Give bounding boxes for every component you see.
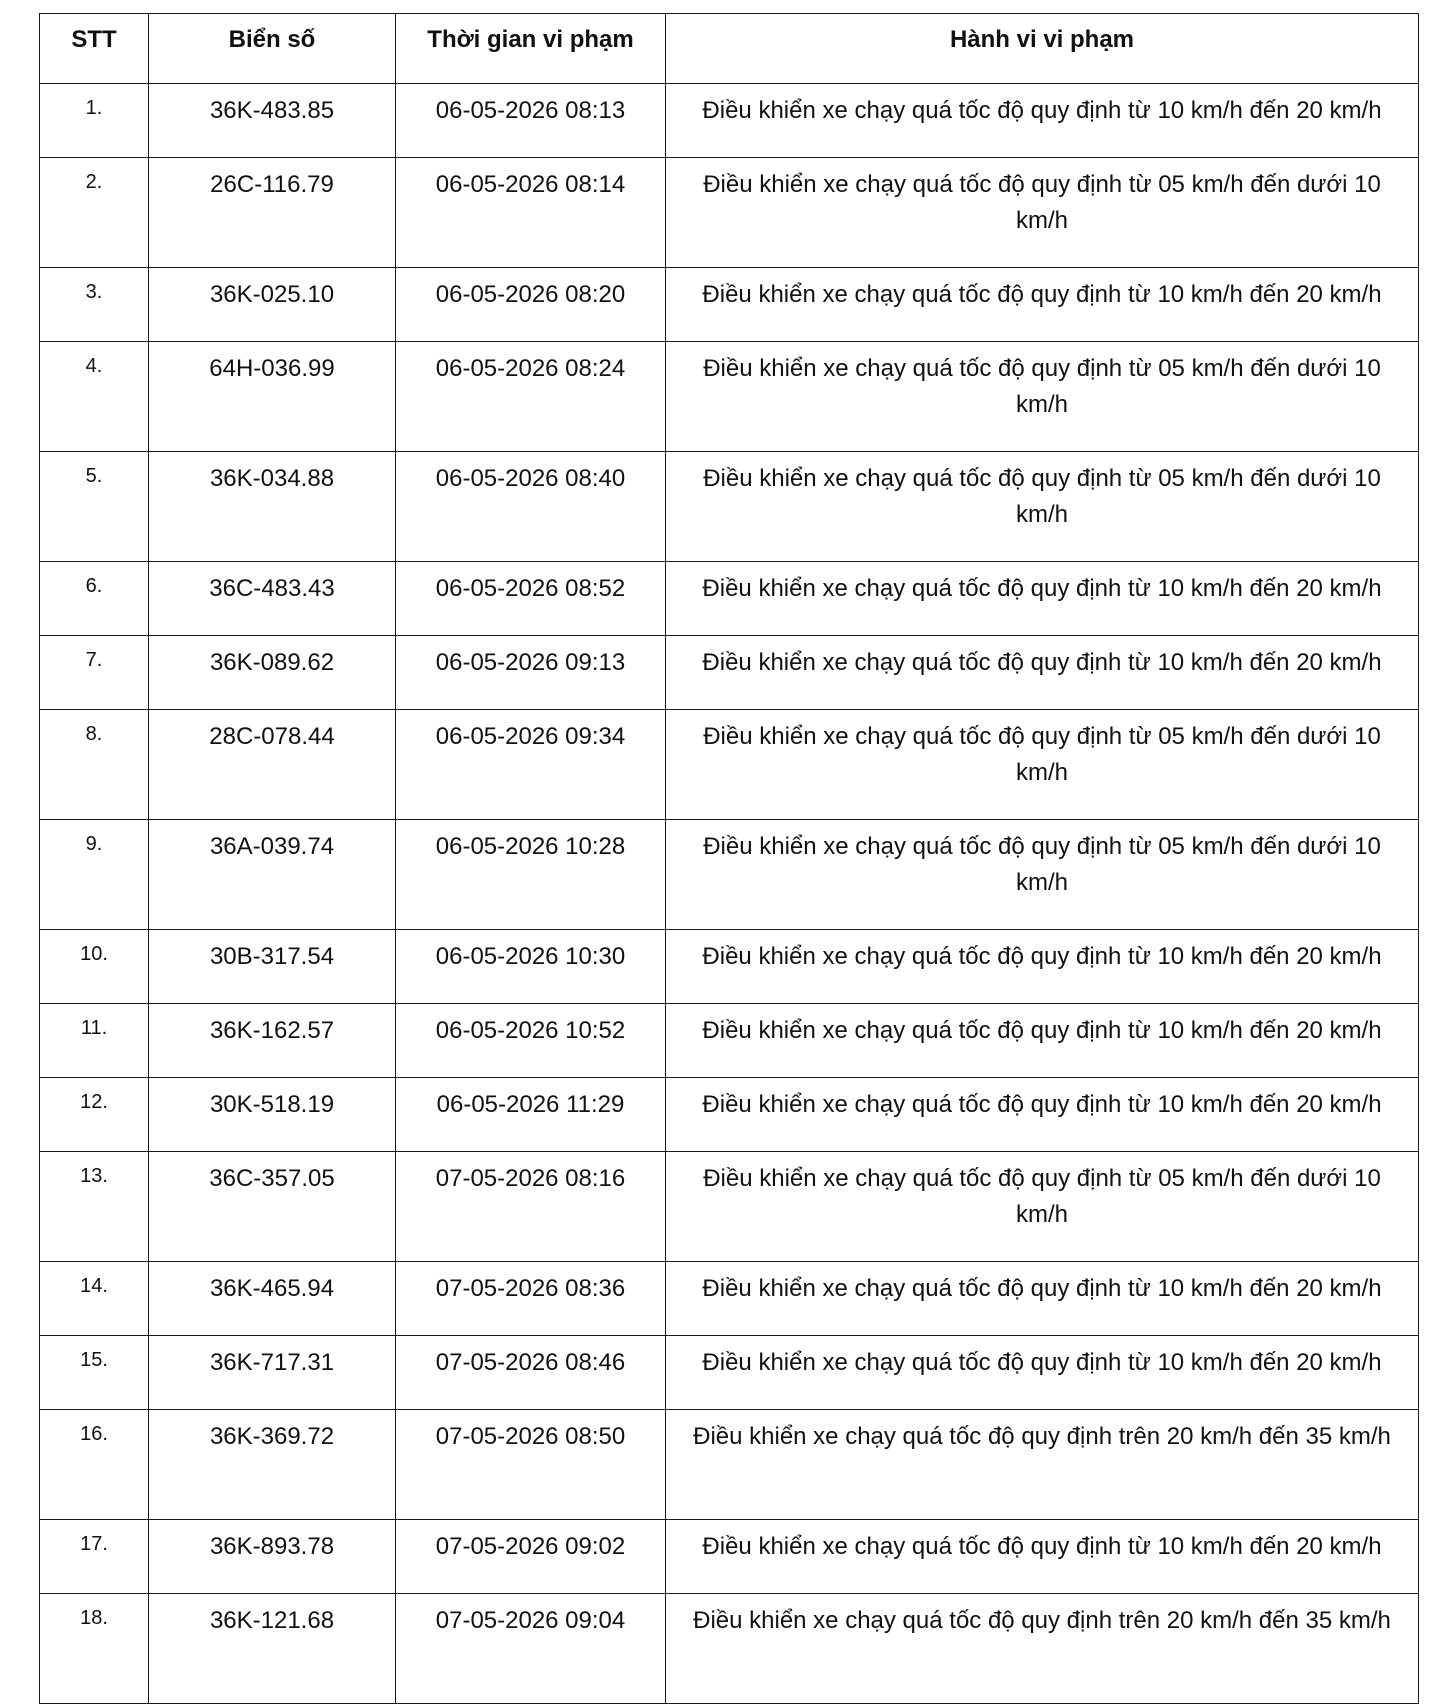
cell-violation: Điều khiển xe chạy quá tốc độ quy định từ 10 km/h đến 20 km/h <box>666 562 1419 636</box>
table-row <box>40 1410 1419 1520</box>
table-row <box>40 930 1419 1004</box>
cell-time: 06-05-2026 08:20 <box>396 268 666 342</box>
cell-violation: Điều khiển xe chạy quá tốc độ quy định từ 10 km/h đến 20 km/h <box>666 636 1419 710</box>
cell-plate: 30B-317.54 <box>149 930 396 1004</box>
cell-plate: 36K-121.68 <box>149 1594 396 1704</box>
table-row <box>40 636 1419 710</box>
cell-time: 07-05-2026 08:36 <box>396 1262 666 1336</box>
cell-plate: 36C-483.43 <box>149 562 396 636</box>
table-row <box>40 84 1419 158</box>
cell-time: 06-05-2026 08:40 <box>396 452 666 562</box>
cell-time: 06-05-2026 08:52 <box>396 562 666 636</box>
table-row <box>40 452 1419 562</box>
cell-plate: 36K-893.78 <box>149 1520 396 1594</box>
table-row <box>40 158 1419 268</box>
cell-stt: 8. <box>40 710 149 820</box>
cell-plate: 36C-357.05 <box>149 1152 396 1262</box>
cell-violation: Điều khiển xe chạy quá tốc độ quy định từ 05 km/h đến dưới 10 km/h <box>666 158 1419 268</box>
cell-time: 07-05-2026 09:02 <box>396 1520 666 1594</box>
cell-time: 07-05-2026 08:46 <box>396 1336 666 1410</box>
cell-plate: 36A-039.74 <box>149 820 396 930</box>
cell-violation: Điều khiển xe chạy quá tốc độ quy định từ 10 km/h đến 20 km/h <box>666 1004 1419 1078</box>
cell-stt: 3. <box>40 268 149 342</box>
cell-time: 07-05-2026 09:04 <box>396 1594 666 1704</box>
cell-time: 07-05-2026 08:50 <box>396 1410 666 1520</box>
table-row <box>40 820 1419 930</box>
cell-violation: Điều khiển xe chạy quá tốc độ quy định từ 10 km/h đến 20 km/h <box>666 930 1419 1004</box>
cell-stt: 7. <box>40 636 149 710</box>
cell-time: 06-05-2026 10:30 <box>396 930 666 1004</box>
cell-stt: 13. <box>40 1152 149 1262</box>
cell-stt: 15. <box>40 1336 149 1410</box>
cell-plate: 36K-162.57 <box>149 1004 396 1078</box>
cell-time: 06-05-2026 08:24 <box>396 342 666 452</box>
cell-violation: Điều khiển xe chạy quá tốc độ quy định từ 10 km/h đến 20 km/h <box>666 268 1419 342</box>
cell-plate: 30K-518.19 <box>149 1078 396 1152</box>
cell-violation: Điều khiển xe chạy quá tốc độ quy định từ 05 km/h đến dưới 10 km/h <box>666 710 1419 820</box>
cell-stt: 4. <box>40 342 149 452</box>
cell-time: 06-05-2026 10:28 <box>396 820 666 930</box>
cell-time: 06-05-2026 08:13 <box>396 84 666 158</box>
cell-violation: Điều khiển xe chạy quá tốc độ quy định từ 10 km/h đến 20 km/h <box>666 1262 1419 1336</box>
cell-violation: Điều khiển xe chạy quá tốc độ quy định từ 05 km/h đến dưới 10 km/h <box>666 342 1419 452</box>
table-row <box>40 562 1419 636</box>
cell-plate: 36K-369.72 <box>149 1410 396 1520</box>
cell-plate: 64H-036.99 <box>149 342 396 452</box>
cell-plate: 36K-089.62 <box>149 636 396 710</box>
header-time: Thời gian vi phạm <box>396 14 666 84</box>
header-violation: Hành vi vi phạm <box>666 14 1419 84</box>
cell-time: 06-05-2026 11:29 <box>396 1078 666 1152</box>
cell-stt: 1. <box>40 84 149 158</box>
cell-stt: 12. <box>40 1078 149 1152</box>
cell-time: 07-05-2026 08:16 <box>396 1152 666 1262</box>
cell-stt: 5. <box>40 452 149 562</box>
cell-stt: 6. <box>40 562 149 636</box>
cell-stt: 2. <box>40 158 149 268</box>
table-row <box>40 1336 1419 1410</box>
cell-stt: 18. <box>40 1594 149 1704</box>
cell-plate: 36K-034.88 <box>149 452 396 562</box>
cell-time: 06-05-2026 09:13 <box>396 636 666 710</box>
cell-plate: 26C-116.79 <box>149 158 396 268</box>
table-row <box>40 1520 1419 1594</box>
cell-violation: Điều khiển xe chạy quá tốc độ quy định từ 10 km/h đến 20 km/h <box>666 1520 1419 1594</box>
cell-violation: Điều khiển xe chạy quá tốc độ quy định từ 10 km/h đến 20 km/h <box>666 84 1419 158</box>
cell-time: 06-05-2026 08:14 <box>396 158 666 268</box>
cell-stt: 16. <box>40 1410 149 1520</box>
cell-stt: 14. <box>40 1262 149 1336</box>
cell-plate: 36K-025.10 <box>149 268 396 342</box>
cell-time: 06-05-2026 09:34 <box>396 710 666 820</box>
cell-stt: 11. <box>40 1004 149 1078</box>
table-row <box>40 342 1419 452</box>
header-plate: Biển số <box>149 14 396 84</box>
cell-stt: 10. <box>40 930 149 1004</box>
cell-violation: Điều khiển xe chạy quá tốc độ quy định từ 05 km/h đến dưới 10 km/h <box>666 820 1419 930</box>
table-row <box>40 1078 1419 1152</box>
violations-table <box>39 13 1419 1704</box>
cell-violation: Điều khiển xe chạy quá tốc độ quy định từ 05 km/h đến dưới 10 km/h <box>666 452 1419 562</box>
cell-violation: Điều khiển xe chạy quá tốc độ quy định từ 05 km/h đến dưới 10 km/h <box>666 1152 1419 1262</box>
table-row <box>40 1004 1419 1078</box>
cell-violation: Điều khiển xe chạy quá tốc độ quy định trên 20 km/h đến 35 km/h <box>666 1594 1419 1704</box>
cell-plate: 36K-465.94 <box>149 1262 396 1336</box>
table-row <box>40 1262 1419 1336</box>
header-stt: STT <box>40 14 149 84</box>
cell-time: 06-05-2026 10:52 <box>396 1004 666 1078</box>
cell-plate: 36K-483.85 <box>149 84 396 158</box>
cell-stt: 17. <box>40 1520 149 1594</box>
cell-violation: Điều khiển xe chạy quá tốc độ quy định từ 10 km/h đến 20 km/h <box>666 1336 1419 1410</box>
cell-violation: Điều khiển xe chạy quá tốc độ quy định từ 10 km/h đến 20 km/h <box>666 1078 1419 1152</box>
table-row <box>40 268 1419 342</box>
cell-stt: 9. <box>40 820 149 930</box>
table-row <box>40 710 1419 820</box>
cell-plate: 28C-078.44 <box>149 710 396 820</box>
table-row <box>40 1152 1419 1262</box>
table-header-row <box>40 14 1419 84</box>
cell-violation: Điều khiển xe chạy quá tốc độ quy định trên 20 km/h đến 35 km/h <box>666 1410 1419 1520</box>
cell-plate: 36K-717.31 <box>149 1336 396 1410</box>
table-row <box>40 1594 1419 1704</box>
